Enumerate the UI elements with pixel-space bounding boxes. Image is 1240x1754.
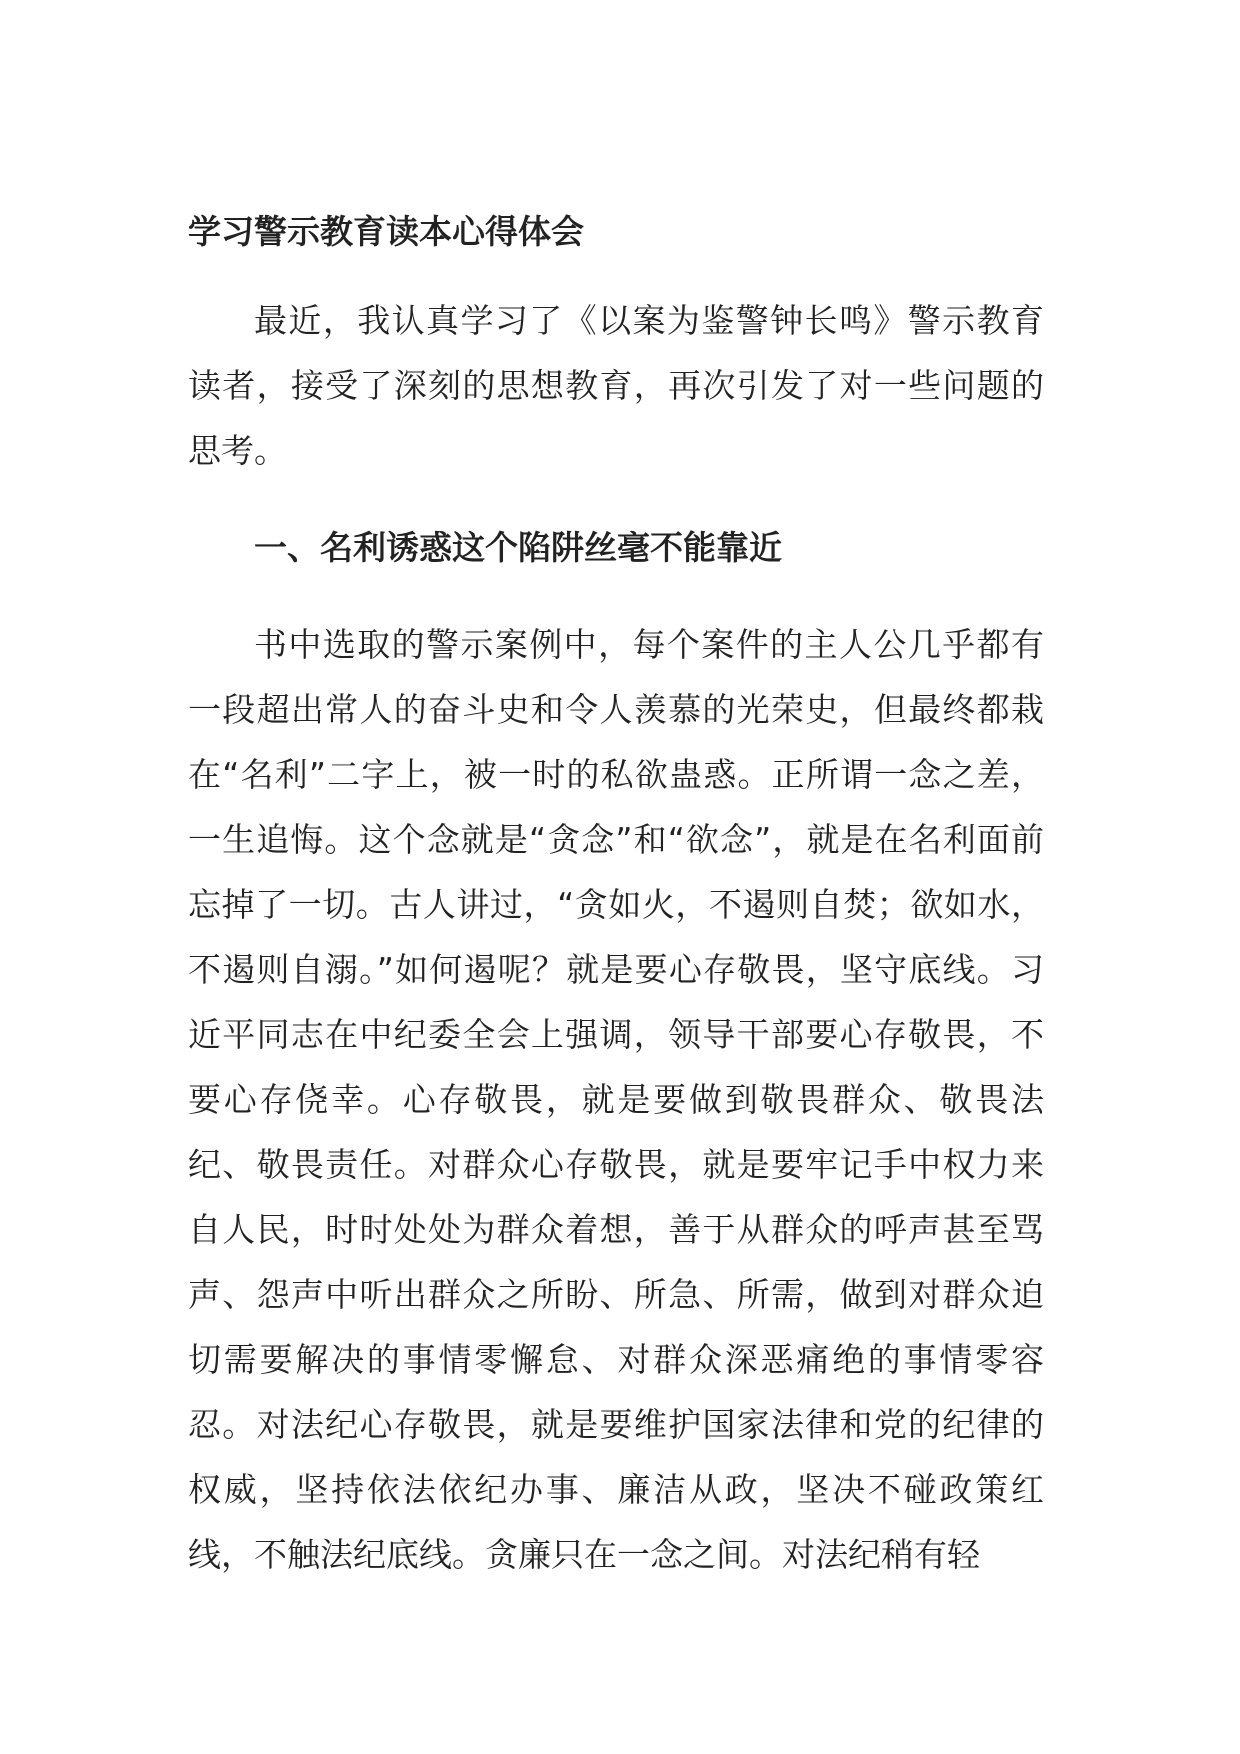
section-heading: 一、名利诱惑这个陷阱丝毫不能靠近 xyxy=(254,528,782,567)
section-body-paragraph: 书中选取的警示案例中，每个案件的主人公几乎都有一段超出常人的奋斗史和令人羡慕的光荣史，但最终都栽在“名利”二字上，被一时的私欲蛊惑。正所谓一念之差，一生追悔。这个念就是“贪念”和“欲念”，就是在名利面前忘掉了一切。古人讲过，“贪如火，不遏则自焚；欲如水，不遏则自溺。”如何遏呢？就是要心存敬畏，坚守底线。习近平同志在中纪委全会上强调，领导干部要心存敬畏，不要心存侥幸。心存敬畏，就是要做到敬畏群众、敬畏法纪、敬畏责任。对群众心存敬畏，就是要牢记手中权力来自人民，时时处处为群众着想，善于从群众的呼声甚至骂声、怨声中听出群众之所盼、所急、所需，做到对群众迫切需要解决的事情零懈怠、对群众深恶痛绝的事情零容忍。对法纪心存敬畏，就是要维护国家法律和党的纪律的权威，坚持依法依纪办事、廉洁从政，坚决不碰政策红线，不触法纪底线。贪廉只在一念之间。对法纪稍有轻 xyxy=(188,625,1044,1574)
intro-paragraph: 最近，我认真学习了《以案为鉴警钟长鸣》警示教育读者，接受了深刻的思想教育，再次引发了对一些问题的思考。 xyxy=(188,301,1044,470)
document-title: 学习警示教育读本心得体会 xyxy=(188,212,584,251)
document-page xyxy=(188,214,1044,1587)
